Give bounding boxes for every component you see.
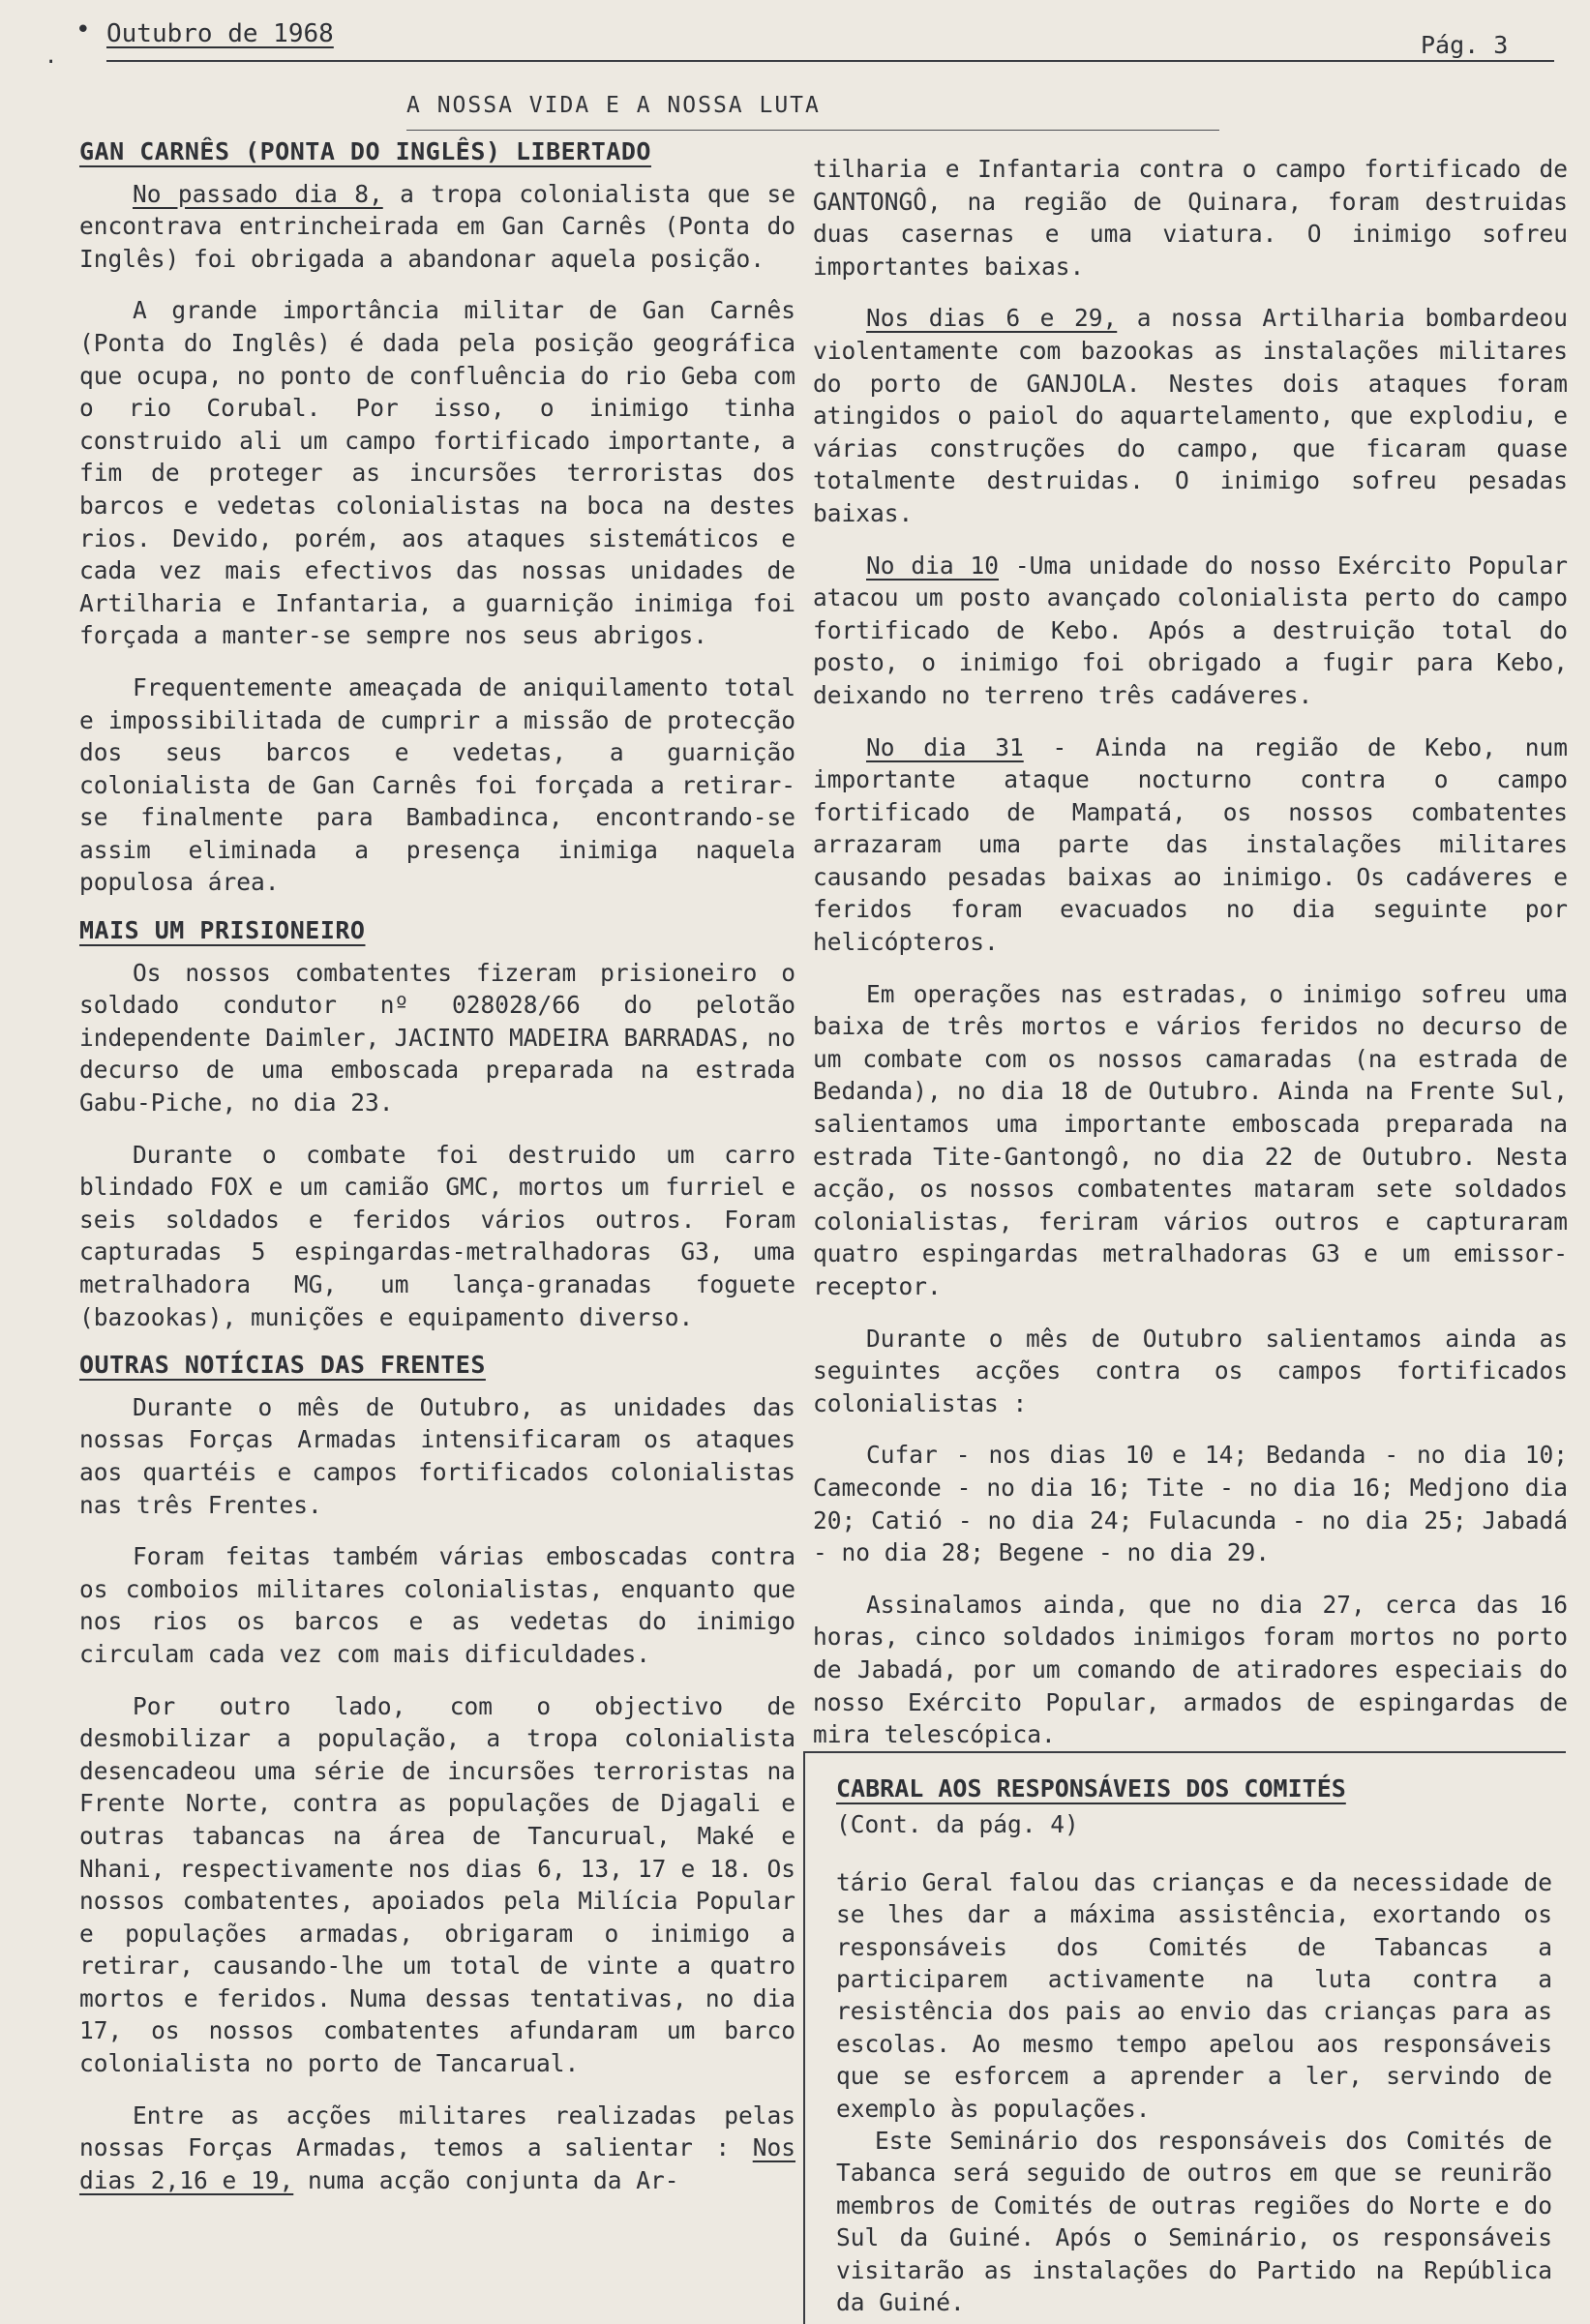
paragraph: Durante o mês de Outubro, as unidades das nossas Forças Armadas intensificaram os ataques aos quartéis e campos fortificados colonialistas nas três Frentes. bbox=[79, 1392, 795, 1519]
box-title: CABRAL AOS RESPONSÁVEIS DOS COMITÉS bbox=[836, 1774, 1346, 1803]
paragraph bbox=[813, 302, 1568, 529]
heading-prisioneiro: MAIS UM PRISIONEIRO bbox=[79, 916, 366, 945]
header-bullet: • bbox=[75, 15, 91, 45]
heading-outras-noticias: OUTRAS NOTÍCIAS DAS FRENTES bbox=[79, 1351, 486, 1380]
paragraph-text: a tropa colonialista que se encontrava entrincheirada em Gan Carnês (Ponta do Inglês) foi obrigada a abandonar aquela posição. bbox=[79, 179, 795, 273]
dateline: Nos dias 6 e 29, bbox=[866, 304, 1118, 333]
section-masthead: A NOSSA VIDA E A NOSSA LUTA bbox=[406, 93, 821, 118]
paragraph: Foram feitas também várias emboscadas contra os comboios militares colonialistas, enquanto que nos rios os barcos e as vedetas do inimigo circulam cada vez com mais dificuldades. bbox=[79, 1542, 795, 1668]
paragraph: Por outro lado, com o objectivo de desmobilizar a população, a tropa colonialista desencadeou uma série de incursões terroristas na Frente Norte, contra as populações de Djagali e outras tabancas na área de Tancurual, Maké e Nhani, respectivamente nos dias 6, 13, 17 e 18. Os nossos combatentes, apoiados pela Milícia Popular e populações armadas, obrigaram o inimigo a retirar, causando-lhe um total de vinte a quatro mortos e feridos. Numa dessas tentativas, no dia 17, os nossos combatentes afundaram um barco colonialista no porto de Tancarual. bbox=[79, 1691, 795, 2078]
continued-from-note: (Cont. da pág. 4) bbox=[836, 1810, 1079, 1839]
left-column bbox=[79, 135, 795, 2196]
dateline: No dia 31 bbox=[866, 732, 1024, 761]
page-number: Pág. 3 bbox=[1421, 31, 1509, 59]
paragraph: Assinalamos ainda, que no dia 27, cerca das 16 horas, cinco soldados inimigos foram mortos no porto de Jabadá, por um comando de atiradores especiais do nosso Exército Popular, armados de espingardas de mira telescópica. bbox=[813, 1590, 1568, 1749]
masthead-rule bbox=[406, 130, 1219, 131]
paragraph-text: -Uma unidade do nosso Exército Popular atacou um posto avançado colonialista perto do campo fortificado de Kebo. Após a destruição total do posto, o inimigo foi obrigado a fugir para Kebo, deixando no terreno três cadáveres. bbox=[813, 551, 1568, 709]
paragraph: Em operações nas estradas, o inimigo sofreu uma baixa de três mortos e vários feridos no decurso de um combate com os nossos camaradas (na estrada de Bedanda), no dia 18 de Outubro. Ainda na Frente Sul, salientamos uma importante emboscada preparada na estrada Tite-Gantongô, no dia 22 de Outubro. Nesta acção, os nossos combatentes mataram sete soldados colonialistas, feriram vários outros e capturaram quatro espingardas metralhadoras G3 e um emissor-receptor. bbox=[813, 979, 1568, 1300]
issue-date: Outubro de 1968 bbox=[106, 19, 334, 48]
paragraph: Os nossos combatentes fizeram prisioneiro o soldado condutor nº 028028/66 do pelotão independente Daimler, JACINTO MADEIRA BARRADAS, no decurso de uma emboscada preparada na estrada Gabu-Piche, no dia 23. bbox=[79, 958, 795, 1117]
paragraph: Cufar - nos dias 10 e 14; Bedanda - no dia 10; Cameconde - no dia 16; Tite - no dia 16; Medjono dia 20; Catió - no dia 24; Fulacunda - no dia 25; Jabadá - no dia 28; Begene - no dia 29. bbox=[813, 1441, 1568, 1567]
header-rule bbox=[106, 60, 1554, 62]
paragraph bbox=[79, 178, 795, 276]
paragraph: Frequentemente ameaçada de aniquilamento total e impossibilitada de cumprir a missão de protecção dos seus barcos e vedetas, a guarnição colonialista de Gan Carnês foi forçada a retirar-se finalmente para Bambadinca, encontrando-se assim eliminada a presença inimiga naquela populosa área. bbox=[79, 672, 795, 897]
right-column bbox=[813, 153, 1568, 1751]
paragraph: Este Seminário dos responsáveis dos Comités de Tabanca será seguido de outros em que se reunirão membros de Comités de outras regiões do Norte e do Sul da Guiné. Após o Seminário, os responsáveis visitarão as instalações do Partido na República da Guiné. bbox=[836, 2127, 1552, 2317]
paragraph: tilharia e Infantaria contra o campo fortificado de GANTONGÔ, na região de Quinara, foram destruidas duas casernas e uma viatura. O inimigo sofreu importantes baixas. bbox=[813, 155, 1568, 281]
paragraph-text: numa acção conjunta da Ar- bbox=[293, 2165, 679, 2194]
paragraph-text: a nossa Artilharia bombardeou violentamente com bazookas as instalações militares do porto de GANJOLA. Nestes dois ataques foram atingidos o paiol do aquartelamento, que explodiu, e várias construções do campo, que ficaram quase totalmente destruidas. O inimigo sofreu pesadas baixas. bbox=[813, 304, 1568, 527]
dateline: Nos dias 2,16 e 19, bbox=[79, 2133, 795, 2194]
paragraph bbox=[813, 550, 1568, 712]
paragraph: Durante o combate foi destruido um carro blindado FOX e um camião GMC, mortos um furriel e seis soldados e feridos vários outros. Foram capturadas 5 espingardas-metralhadoras G3, uma metralhadora MG, um lança-granadas foguete (bazookas), munições e equipamento diverso. bbox=[79, 1140, 795, 1331]
paragraph: tário Geral falou das crianças e da necessidade de se lhes dar a máxima assistência, exortando os responsáveis dos Comités de Tabancas a participarem activamente na luta contra a resistência dos pais ao envio das crianças para as escolas. Ao mesmo tempo apelou aos responsáveis que se esforcem a aprender a ler, servindo de exemplo às populações. bbox=[836, 1867, 1552, 2123]
heading-gan-carnes: GAN CARNÊS (PONTA DO INGLÊS) LIBERTADO bbox=[79, 137, 651, 165]
dateline: No dia 10 bbox=[866, 551, 999, 580]
paragraph-text: - Ainda na região de Kebo, num importante ataque nocturno contra o campo fortificado de Mampatá, os nossos combatentes arrazaram uma parte das instalações militares causando pesadas baixas ao inimigo. Os cadáveres e feridos foram evacuados no dia seguinte por helicópteros. bbox=[813, 732, 1568, 957]
cabral-continuation-box bbox=[803, 1751, 1566, 2324]
dateline: No passado dia 8, bbox=[133, 179, 383, 208]
paragraph bbox=[813, 731, 1568, 959]
paragraph: A grande importância militar de Gan Carnês (Ponta do Inglês) é dada pela posição geográfica que ocupa, no ponto de confluência do rio Geba com o rio Corubal. Por isso, o inimigo tinha construido ali um campo fortificado importante, a fim de proteger as incursões terroristas dos barcos e vedetas colonialistas na boca na destes rios. Devido, porém, aos ataques sistemáticos e cada vez mais efectivos das nossas unidades de Artilharia e Infantaria, a guarnição inimiga foi forçada a manter-se sempre nos seus abrigos. bbox=[79, 296, 795, 650]
paragraph-text: Entre as acções militares realizadas pelas nossas Forças Armadas, temos a salientar : bbox=[79, 2101, 795, 2162]
margin-mark: · bbox=[45, 50, 58, 74]
box-content bbox=[836, 1773, 1552, 2319]
paragraph: Durante o mês de Outubro salientamos ainda as seguintes acções contra os campos fortificados colonialistas : bbox=[813, 1324, 1568, 1417]
paragraph bbox=[79, 2100, 795, 2197]
